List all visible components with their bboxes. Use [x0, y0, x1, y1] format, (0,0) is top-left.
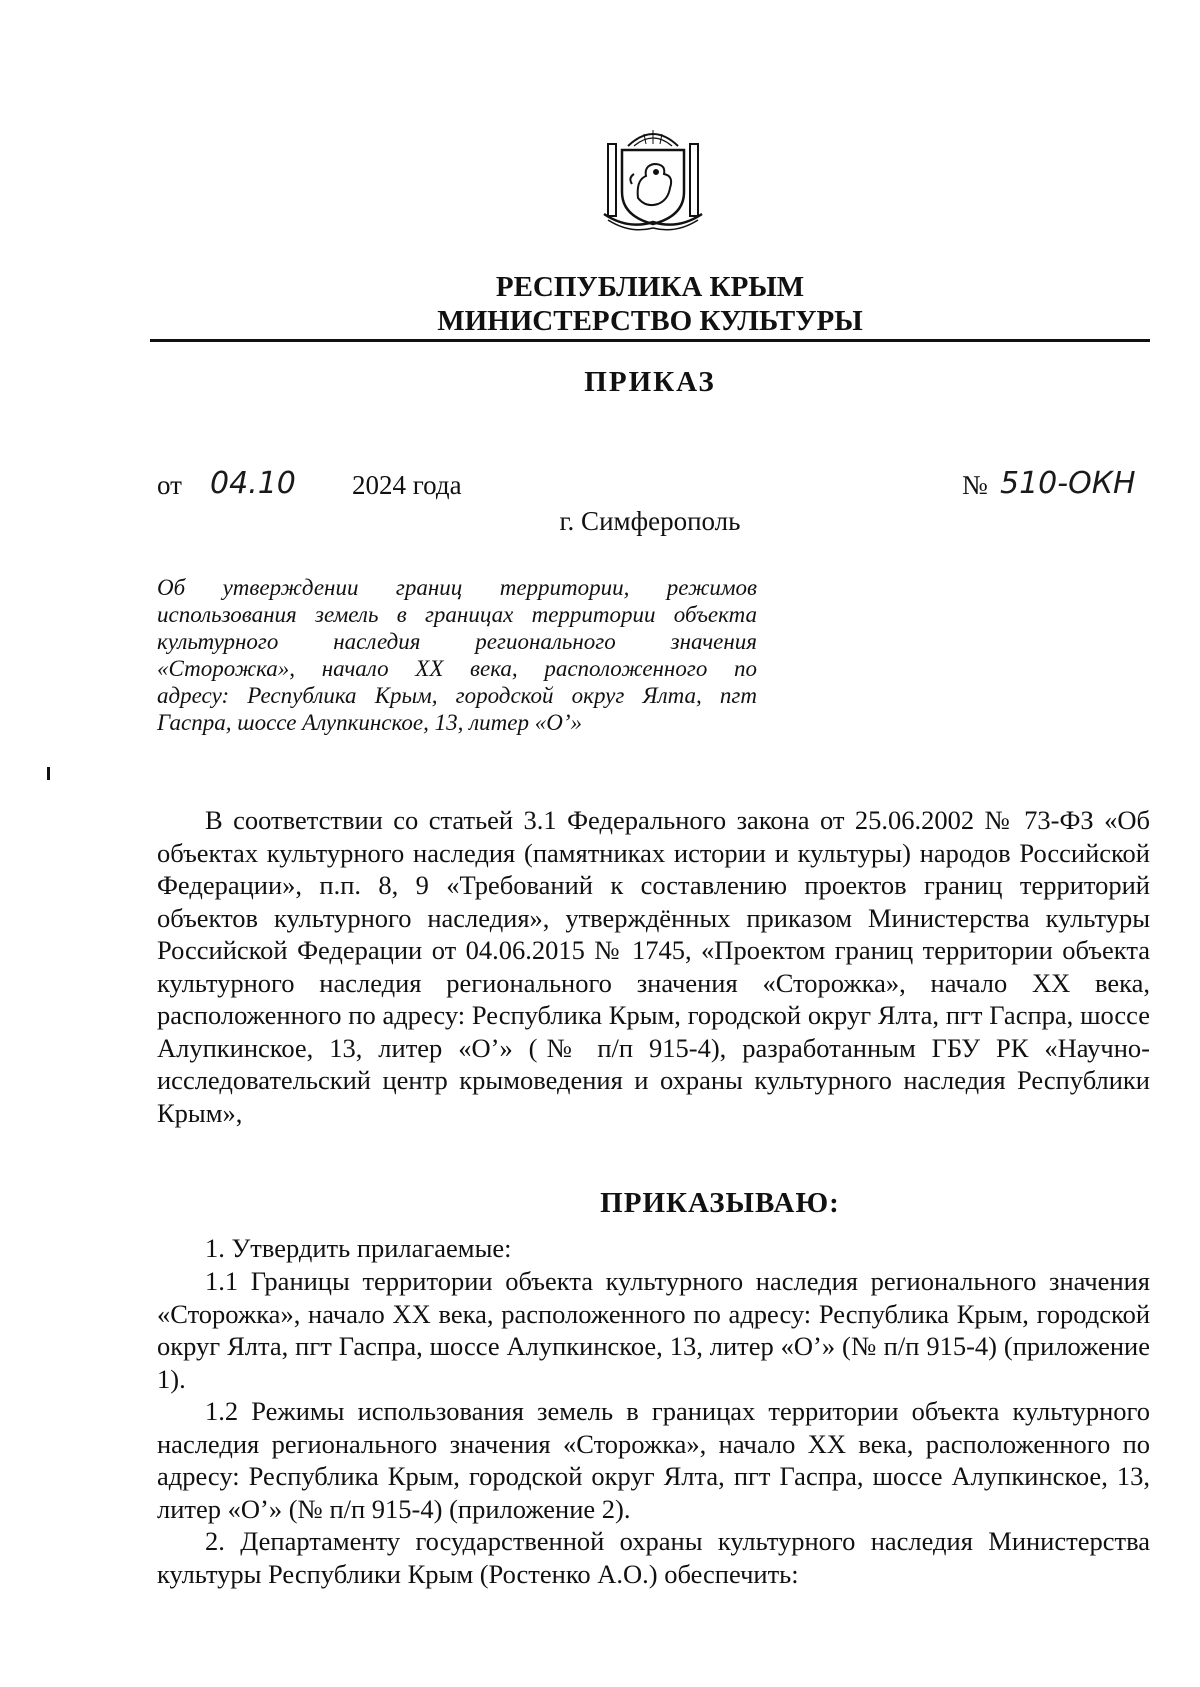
coat-of-arms-emblem-icon: [598, 118, 708, 233]
org-name-republic: РЕСПУБЛИКА КРЫМ: [495, 271, 805, 303]
preamble-paragraph: В соответствии со статьей 3.1 Федерального закона от 25.06.2002 № 73-ФЗ «Об объектах культурного наследия (памятниках истории и культуры) народов Российской Федерации», п.п. 8, 9 «Требований к составлению проектов границ территорий объектов культурного наследия», утверждённых приказом Министерства культуры Российской Федерации от 04.06.2015 № 1745, «Проектом границ территории объекта культурного наследия регионального значения «Сторожка», начало XX века, расположенного по адресу: Республика Крым, городской округ Ялта, пгт Гаспра, шоссе Алупкинское, 13, литер «О’» (№ п/п 915-4), разработанным ГБУ РК «Научно-исследовательский центр крымоведения и охраны культурного наследия Республики Крым»,: [157, 805, 1150, 1128]
subject-line: использования земель в границах территории объекта: [157, 602, 757, 627]
city-location: г. Симферополь: [559, 506, 741, 536]
subject-line: Гаспра, шоссе Алупкинское, 13, литер «О’»: [157, 710, 582, 735]
subject-line: адресу: Республика Крым, городской округ Ялта, пгт: [157, 683, 757, 708]
order-subject: [157, 574, 757, 736]
date-year: 2024 года: [352, 470, 462, 500]
subject-line: Об утверждении границ территории, режимов: [157, 575, 757, 600]
document-type-title: ПРИКАЗ: [584, 366, 716, 398]
item-1-1: 1.1 Границы территории объекта культурного наследия регионального значения «Сторожка», начало XX века, расположенного по адресу: Республика Крым, городской округ Ялта, пгт Гаспра, шоссе Алупкинское, 13, литер «О’» (№ п/п 915-4) (приложение 1).: [157, 1266, 1150, 1394]
item-2: 2. Департаменту государственной охраны культурного наследия Министерства культуры Республики Крым (Ростенко А.О.) обеспечить:: [157, 1526, 1150, 1589]
item-1: 1. Утвердить прилагаемые:: [205, 1233, 512, 1263]
item-1-2: 1.2 Режимы использования земель в границах территории объекта культурного наследия регионального значения «Сторожка», начало XX века, расположенного по адресу: Республика Крым, городской округ Ялта, пгт Гаспра, шоссе Алупкинское, 13, литер «О’» (№ п/п 915-4) (приложение 2).: [157, 1396, 1150, 1524]
number-prefix: №: [962, 470, 988, 500]
margin-mark: [47, 767, 50, 780]
subject-line: культурного наследия регионального значения: [157, 629, 757, 654]
org-name-ministry: МИНИСТЕРСТВО КУЛЬТУРЫ: [437, 305, 863, 337]
subject-line: «Сторожка», начало XX века, расположенного по: [157, 656, 757, 681]
handwritten-number: 510-ОКН: [1000, 466, 1136, 501]
handwritten-date: 04.10: [210, 466, 296, 501]
date-prefix: от: [157, 470, 182, 500]
decree-heading: ПРИКАЗЫВАЮ:: [600, 1187, 840, 1219]
organization-header: [150, 270, 1150, 338]
header-divider: [150, 339, 1150, 342]
